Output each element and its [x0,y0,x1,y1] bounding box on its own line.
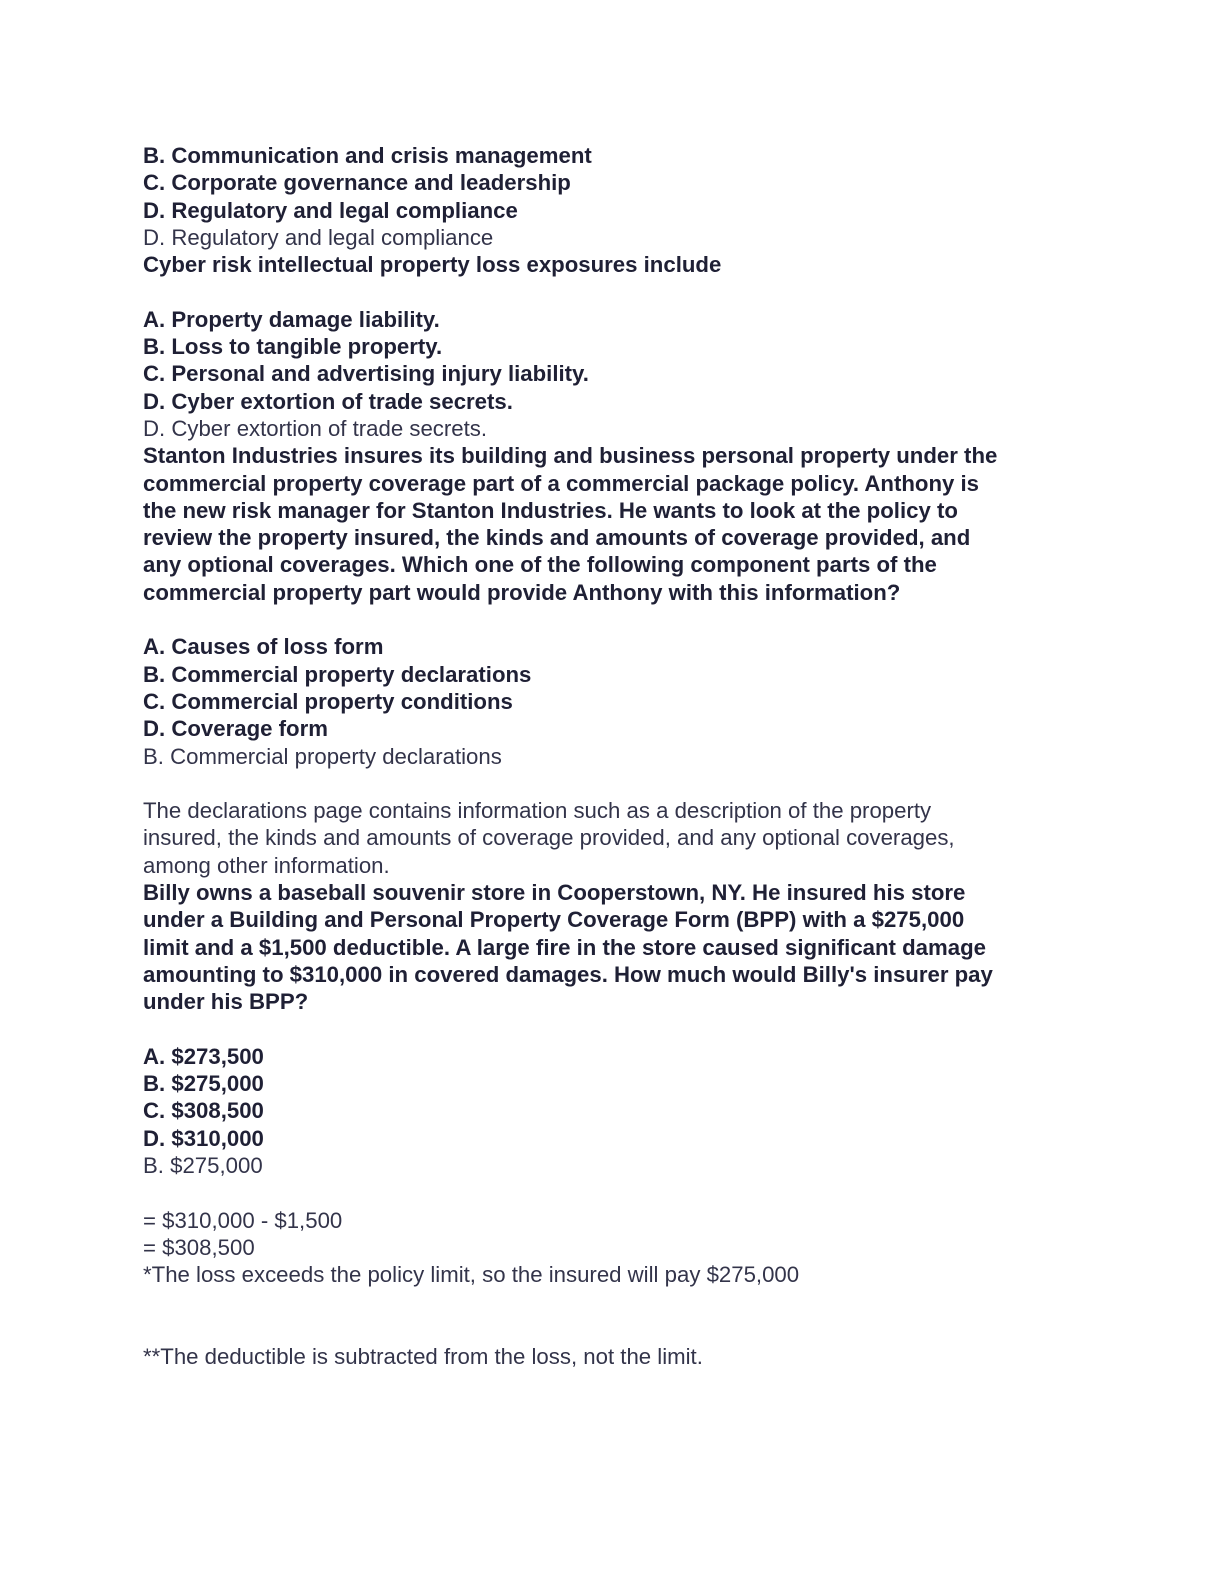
q2-option-d: D. Coverage form [143,716,328,742]
q0-answer: D. Regulatory and legal compliance [143,224,494,250]
q2-option-c: C. Commercial property conditions [143,688,513,714]
q0-option-d: D. Regulatory and legal compliance [143,197,518,223]
q2-explanation-line: The declarations page contains information such as a description of the property [143,798,932,824]
q3-option-c: C. $308,500 [143,1098,264,1124]
q2-explanation-line: insured, the kinds and amounts of coverage provided, and any optional coverages, [143,825,955,851]
q3-question-line: under a Building and Personal Property Coverage Form (BPP) with a $275,000 [143,907,965,933]
spacer [143,1179,1083,1206]
q3-answer: B. $275,000 [143,1152,263,1178]
q2-question-line: commercial property coverage part of a commercial package policy. Anthony is [143,470,980,496]
q1-option-d: D. Cyber extortion of trade secrets. [143,388,513,414]
q2-question-line: review the property insured, the kinds and amounts of coverage provided, and [143,525,971,551]
q3-note: **The deductible is subtracted from the loss, not the limit. [143,1344,703,1370]
document-page [143,142,1083,1370]
q2-question-line: Stanton Industries insures its building and business personal property under the [143,443,998,469]
q2-question-line: the new risk manager for Stanton Industries. He wants to look at the policy to [143,497,958,523]
q3-question-line: under his BPP? [143,989,309,1015]
q1-answer: D. Cyber extortion of trade secrets. [143,415,488,441]
q3-question-line: Billy owns a baseball souvenir store in Cooperstown, NY. He insured his store [143,880,966,906]
q0-option-c: C. Corporate governance and leadership [143,170,571,196]
q1-option-c: C. Personal and advertising injury liability. [143,361,589,387]
spacer [143,1016,1083,1043]
q2-question-line: any optional coverages. Which one of the following component parts of the [143,552,937,578]
q3-question-line: amounting to $310,000 in covered damages. How much would Billy's insurer pay [143,961,993,987]
q2-answer: B. Commercial property declarations [143,743,502,769]
q2-option-b: B. Commercial property declarations [143,661,532,687]
q3-calc-line: *The loss exceeds the policy limit, so the insured will pay $275,000 [143,1262,800,1288]
spacer [143,278,1083,305]
q3-calc-line: = $308,500 [143,1234,255,1260]
q1-option-a: A. Property damage liability. [143,306,440,332]
q3-option-b: B. $275,000 [143,1071,264,1097]
q3-calc-line: = $310,000 - $1,500 [143,1207,343,1233]
q0-option-b: B. Communication and crisis management [143,143,592,168]
q2-option-a: A. Causes of loss form [143,634,384,660]
q2-question-line: commercial property part would provide Anthony with this information? [143,579,901,605]
q3-question-line: limit and a $1,500 deductible. A large fire in the store caused significant damage [143,934,986,960]
q1-option-b: B. Loss to tangible property. [143,334,443,360]
q3-option-d: D. $310,000 [143,1125,264,1151]
q1-question: Cyber risk intellectual property loss exposures include [143,252,722,278]
spacer [143,606,1083,633]
q2-explanation-line: among other information. [143,852,390,878]
q3-option-a: A. $273,500 [143,1043,264,1069]
spacer [143,770,1083,797]
spacer [143,1288,1083,1343]
